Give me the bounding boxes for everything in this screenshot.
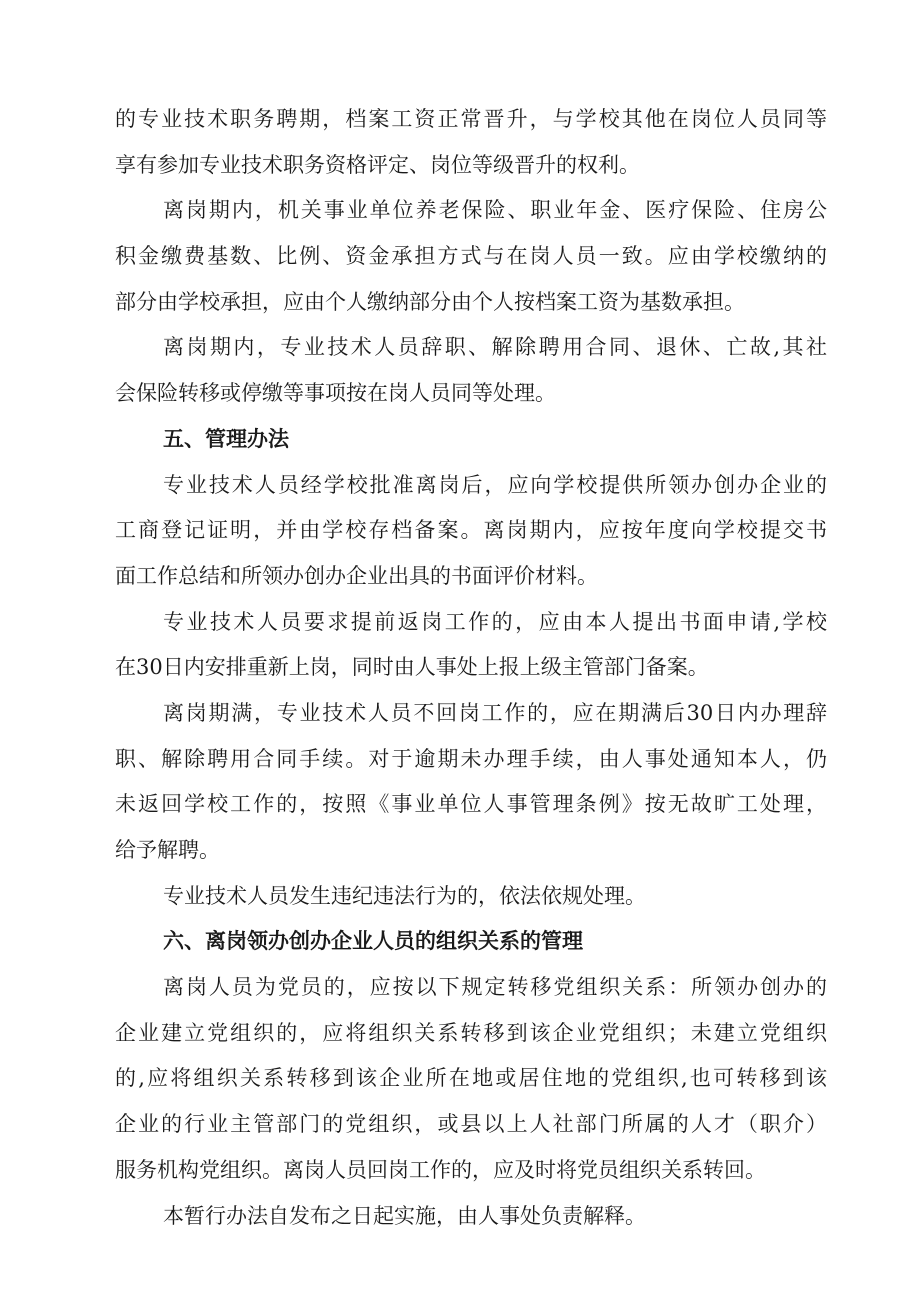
paragraph-line: 离岗期内，专业技术人员辞职、解除聘用合同、退休、亡故,其社 — [163, 335, 827, 360]
paragraph-line: 享有参加专业技术职务资格评定、岗位等级晋升的权利。 — [115, 152, 640, 177]
paragraph-line: 在30日内安排重新上岗，同时由人事处上报上级主管部门备案。 — [115, 655, 709, 680]
paragraph-line: 本暂行办法自发布之日起实施，由人事处负责解释。 — [163, 1203, 646, 1228]
paragraph-line: 离岗期内，机关事业单位养老保险、职业年金、医疗保险、住房公 — [163, 198, 827, 223]
paragraph-line: 专业技术人员要求提前返岗工作的，应由本人提出书面申请,学校 — [163, 609, 827, 634]
paragraph-line: 职、解除聘用合同手续。对于逾期未办理手续，由人事处通知本人，仍 — [115, 746, 827, 771]
paragraph-line: 工商登记证明，并由学校存档备案。离岗期内，应按年度向学校提交书 — [115, 518, 827, 543]
section-heading: 五、管理办法 — [163, 426, 289, 451]
paragraph-line: 积金缴费基数、比例、资金承担方式与在岗人员一致。应由学校缴纳的 — [115, 244, 827, 269]
paragraph-line: 会保险转移或停缴等事项按在岗人员同等处理。 — [115, 381, 556, 406]
paragraph-line: 离岗人员为党员的，应按以下规定转移党组织关系：所领办创办的 — [163, 975, 827, 1000]
paragraph-line: 离岗期满，专业技术人员不回岗工作的，应在期满后30日内办理辞 — [163, 700, 827, 725]
paragraph-line: 部分由学校承担，应由个人缴纳部分由个人按档案工资为基数承担。 — [115, 289, 745, 314]
paragraph-line: 面工作总结和所领办创办企业出具的书面评价材料。 — [115, 563, 598, 588]
paragraph-line: 的,应将组织关系转移到该企业所在地或居住地的党组织,也可转移到该 — [115, 1066, 827, 1091]
paragraph-line: 企业的行业主管部门的党组织，或县以上人社部门所属的人才（职介） — [115, 1112, 827, 1137]
paragraph-line: 专业技术人员经学校批准离岗后，应向学校提供所领办创办企业的 — [163, 472, 827, 497]
paragraph-line: 专业技术人员发生违纪违法行为的，依法依规处理。 — [163, 883, 646, 908]
section-heading: 六、离岗领办创办企业人员的组织关系的管理 — [163, 929, 583, 954]
paragraph-line: 未返回学校工作的，按照《事业单位人事管理条例》按无故旷工处理， — [115, 792, 827, 817]
paragraph-line: 的专业技术职务聘期，档案工资正常晋升，与学校其他在岗位人员同等 — [115, 107, 827, 131]
paragraph-line: 企业建立党组织的，应将组织关系转移到该企业党组织；未建立党组织 — [115, 1020, 827, 1045]
paragraph-line: 给予解聘。 — [115, 838, 220, 862]
paragraph-line: 服务机构党组织。离岗人员回岗工作的，应及时将党员组织关系转回。 — [115, 1157, 766, 1182]
document-body — [115, 97, 827, 1239]
